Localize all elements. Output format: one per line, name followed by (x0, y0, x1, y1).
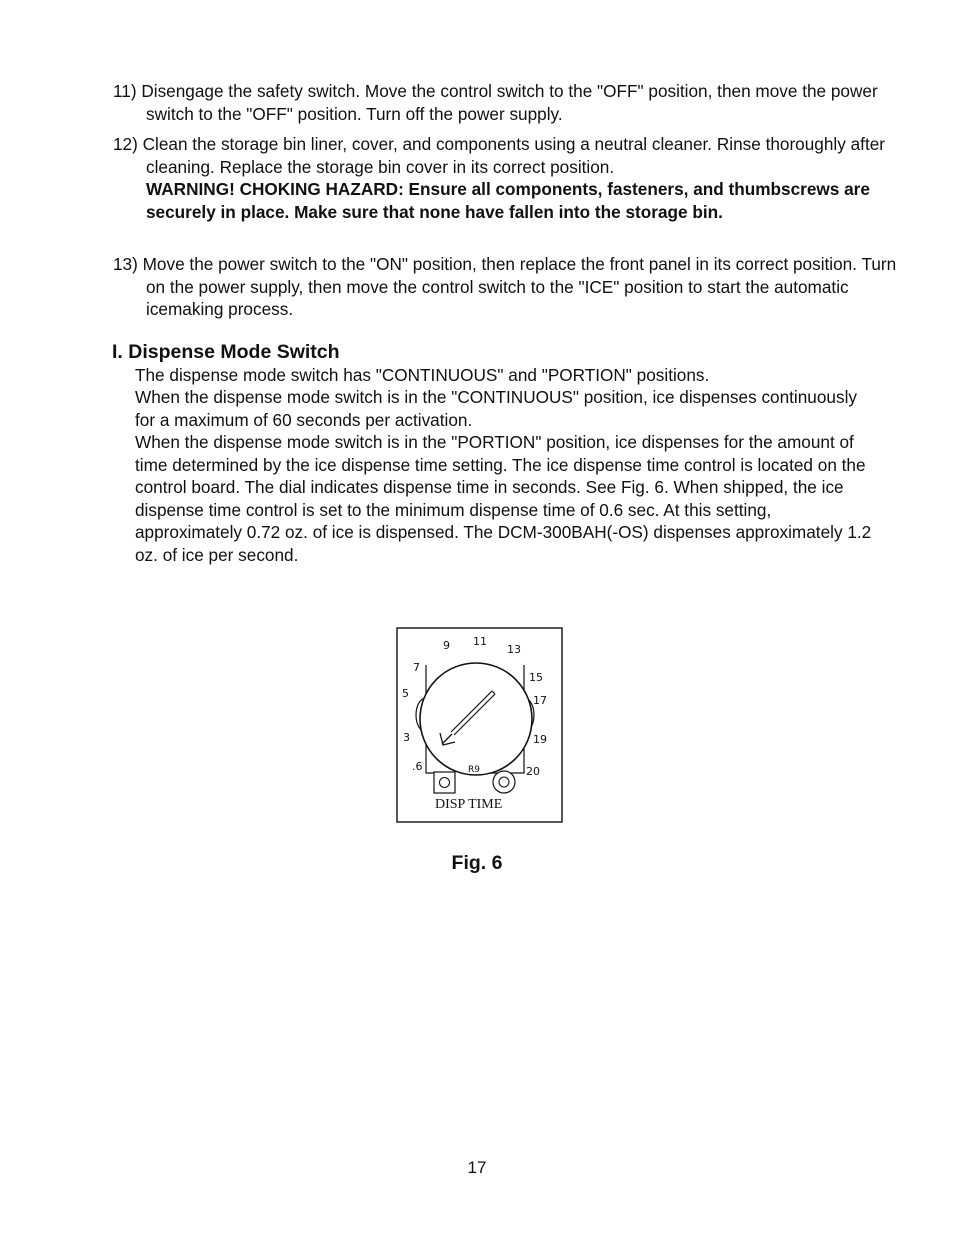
dial-knob (420, 663, 532, 775)
section-paragraph-1: The dispense mode switch has "CONTINUOUS" and "PORTION" positions. (135, 365, 710, 385)
terminal-right (493, 771, 515, 793)
section-paragraph-2: When the dispense mode switch is in the "CONTINUOUS" position, ice dispenses continuously for a maximum of 60 seconds per activation. (135, 387, 857, 430)
component-ref: R9 (468, 765, 480, 775)
step-12-text: 12) Clean the storage bin liner, cover, and components using a neutral cleaner. Rinse thoroughly after cleaning. Replace the storage bin cover in its correct position. (113, 134, 886, 177)
figure-caption: Fig. 6 (451, 852, 503, 874)
dial-mark: 7 (413, 661, 420, 674)
dial-mark: 19 (533, 733, 547, 746)
step-13: 13) Move the power switch to the "ON" position, then replace the front panel in its correct position. Turn on the power supply, then move the control switch to the "ICE" position to start the automatic icemaking process. (113, 254, 897, 319)
section-heading: I. Dispense Mode Switch (112, 341, 340, 363)
step-11: 11) Disengage the safety switch. Move the control switch to the "OFF" position, then move the power switch to the "OFF" position. Turn off the power supply. (113, 81, 878, 124)
dial-mark: 5 (402, 687, 409, 700)
choking-hazard-warning: WARNING! CHOKING HAZARD: Ensure all components, fasteners, and thumbscrews are securely in place. Make sure that none have fallen into the storage bin. (146, 179, 870, 222)
dial-mark: 13 (507, 643, 521, 656)
dial-mark: 20 (526, 765, 540, 778)
terminal-left (434, 772, 455, 793)
dial-mark: .6 (412, 760, 423, 773)
dial-mark: 11 (473, 635, 487, 648)
section-paragraph-3: When the dispense mode switch is in the "PORTION" position, ice dispenses for the amount of time determined by the ice dispense time setting. The ice dispense time control is located on the control board. The dial indicates dispense time in seconds. See Fig. 6. When shipped, the ice dispense time control is set to the minimum dispense time of 0.6 sec. At this setting, approximately 0.72 oz. of ice is dispensed. The DCM-300BAH(-OS) dispenses approximately 1.2 oz. of ice per second. (135, 432, 872, 565)
step-12 (113, 133, 906, 223)
dial-mark: 17 (533, 694, 547, 707)
dial-mark: 9 (443, 639, 450, 652)
disp-time-label: DISP TIME (435, 797, 503, 812)
dial-mark: 3 (403, 731, 410, 744)
dial-mark: 15 (529, 671, 543, 684)
page-number: 17 (467, 1158, 487, 1177)
dispense-time-dial-figure (396, 627, 563, 823)
dispense-time-dial-diagram (396, 627, 563, 823)
